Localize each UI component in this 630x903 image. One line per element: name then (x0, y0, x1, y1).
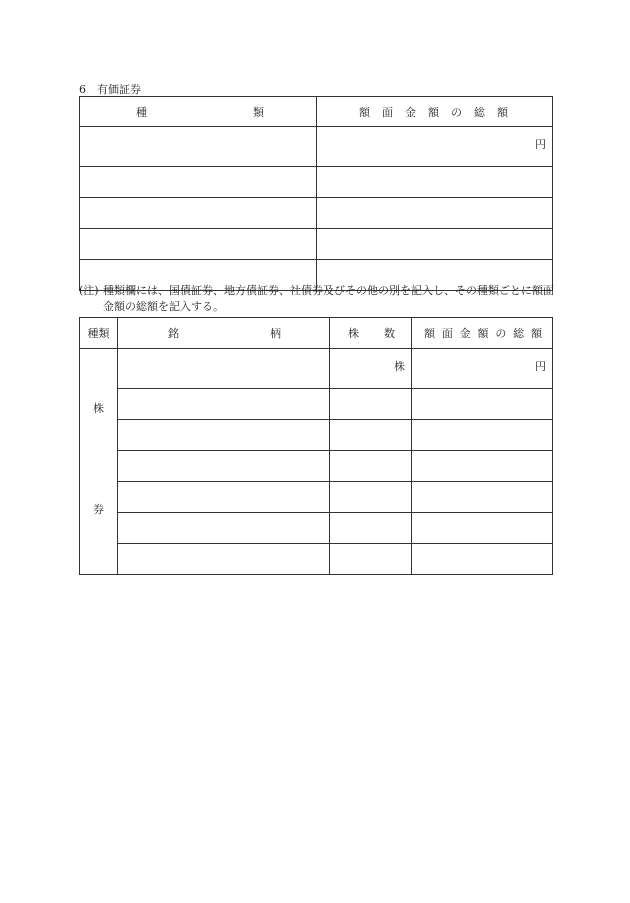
header-amount-char: 面 (382, 105, 393, 119)
brand-field[interactable] (118, 451, 330, 482)
shares-field[interactable] (330, 420, 412, 451)
table-row (80, 349, 553, 389)
amount-field[interactable] (412, 482, 553, 513)
header-amount-char: の (495, 327, 507, 340)
header-kind (80, 97, 317, 127)
header-face-amount-total (412, 318, 553, 349)
kind-field[interactable] (80, 229, 317, 260)
kind-field[interactable] (80, 198, 317, 229)
table-row (80, 420, 553, 451)
table-row (80, 513, 553, 544)
unit-shares: 株 (394, 360, 405, 373)
header-brand-char: 柄 (270, 327, 281, 340)
unit-yen: 円 (535, 138, 546, 151)
header-kind-char: 種 (136, 105, 147, 119)
header-amount-char: 総 (474, 105, 485, 119)
brand-field[interactable] (118, 544, 330, 575)
header-shares (330, 318, 412, 349)
unit-yen: 円 (535, 360, 546, 373)
header-shares-char: 株 (348, 327, 359, 340)
kind-char-bottom: 券 (93, 503, 104, 516)
header-amount-char: 総 (513, 327, 525, 340)
header-face-amount-total (317, 97, 553, 127)
shares-field[interactable] (330, 451, 412, 482)
amount-field[interactable] (412, 451, 553, 482)
brand-field[interactable] (118, 513, 330, 544)
kind-char-top: 株 (93, 402, 104, 415)
amount-field[interactable] (412, 389, 553, 420)
table-header-row (80, 97, 553, 127)
table-row (80, 229, 553, 260)
shares-field[interactable] (330, 482, 412, 513)
brand-field[interactable] (118, 482, 330, 513)
header-amount-char: の (451, 105, 462, 119)
header-kind-char: 類 (253, 105, 264, 119)
header-amount-char: 額 (359, 105, 370, 119)
amount-field[interactable] (317, 229, 553, 260)
kind-field[interactable] (80, 167, 317, 198)
table-row (80, 451, 553, 482)
table-row (80, 389, 553, 420)
note (79, 283, 559, 315)
kind-stock-certificate (80, 349, 118, 575)
table-row (80, 544, 553, 575)
brand-field[interactable] (118, 349, 330, 389)
note-text: 種類欄には、国債証券、地方債証券、社債券及びその他の別を記入し、その種類ごとに額面金額の総額を記入する。 (103, 284, 554, 313)
header-brand (118, 318, 330, 349)
shares-field[interactable] (330, 544, 412, 575)
amount-field[interactable] (412, 544, 553, 575)
header-amount-char: 額 (424, 327, 435, 340)
amount-field[interactable] (412, 349, 553, 389)
header-amount-char: 額 (477, 327, 489, 340)
stock-certificates-table (79, 317, 553, 575)
brand-field[interactable] (118, 389, 330, 420)
amount-field[interactable] (412, 513, 553, 544)
header-amount-char: 金 (405, 105, 416, 119)
header-amount-char: 額 (530, 327, 542, 340)
header-amount-char: 額 (497, 105, 508, 119)
header-amount-char: 額 (428, 105, 439, 119)
header-brand-char: 銘 (168, 327, 179, 340)
table-row (80, 198, 553, 229)
brand-field[interactable] (118, 420, 330, 451)
amount-field[interactable] (317, 167, 553, 198)
section-title: 6 有価証券 (79, 83, 141, 96)
table-row (80, 482, 553, 513)
header-amount-char: 面 (441, 327, 453, 340)
amount-field[interactable] (412, 420, 553, 451)
shares-field[interactable] (330, 349, 412, 389)
table-header-row (80, 318, 553, 349)
shares-field[interactable] (330, 389, 412, 420)
table-row (80, 127, 553, 167)
amount-field[interactable] (317, 127, 553, 167)
kind-field[interactable] (80, 127, 317, 167)
amount-field[interactable] (317, 198, 553, 229)
securities-by-type-table (79, 96, 553, 291)
shares-field[interactable] (330, 513, 412, 544)
header-kind: 種類 (80, 318, 118, 349)
header-amount-char: 金 (459, 327, 471, 340)
table-row (80, 167, 553, 198)
note-lead: (注) (79, 284, 99, 297)
header-shares-char: 数 (384, 327, 395, 340)
